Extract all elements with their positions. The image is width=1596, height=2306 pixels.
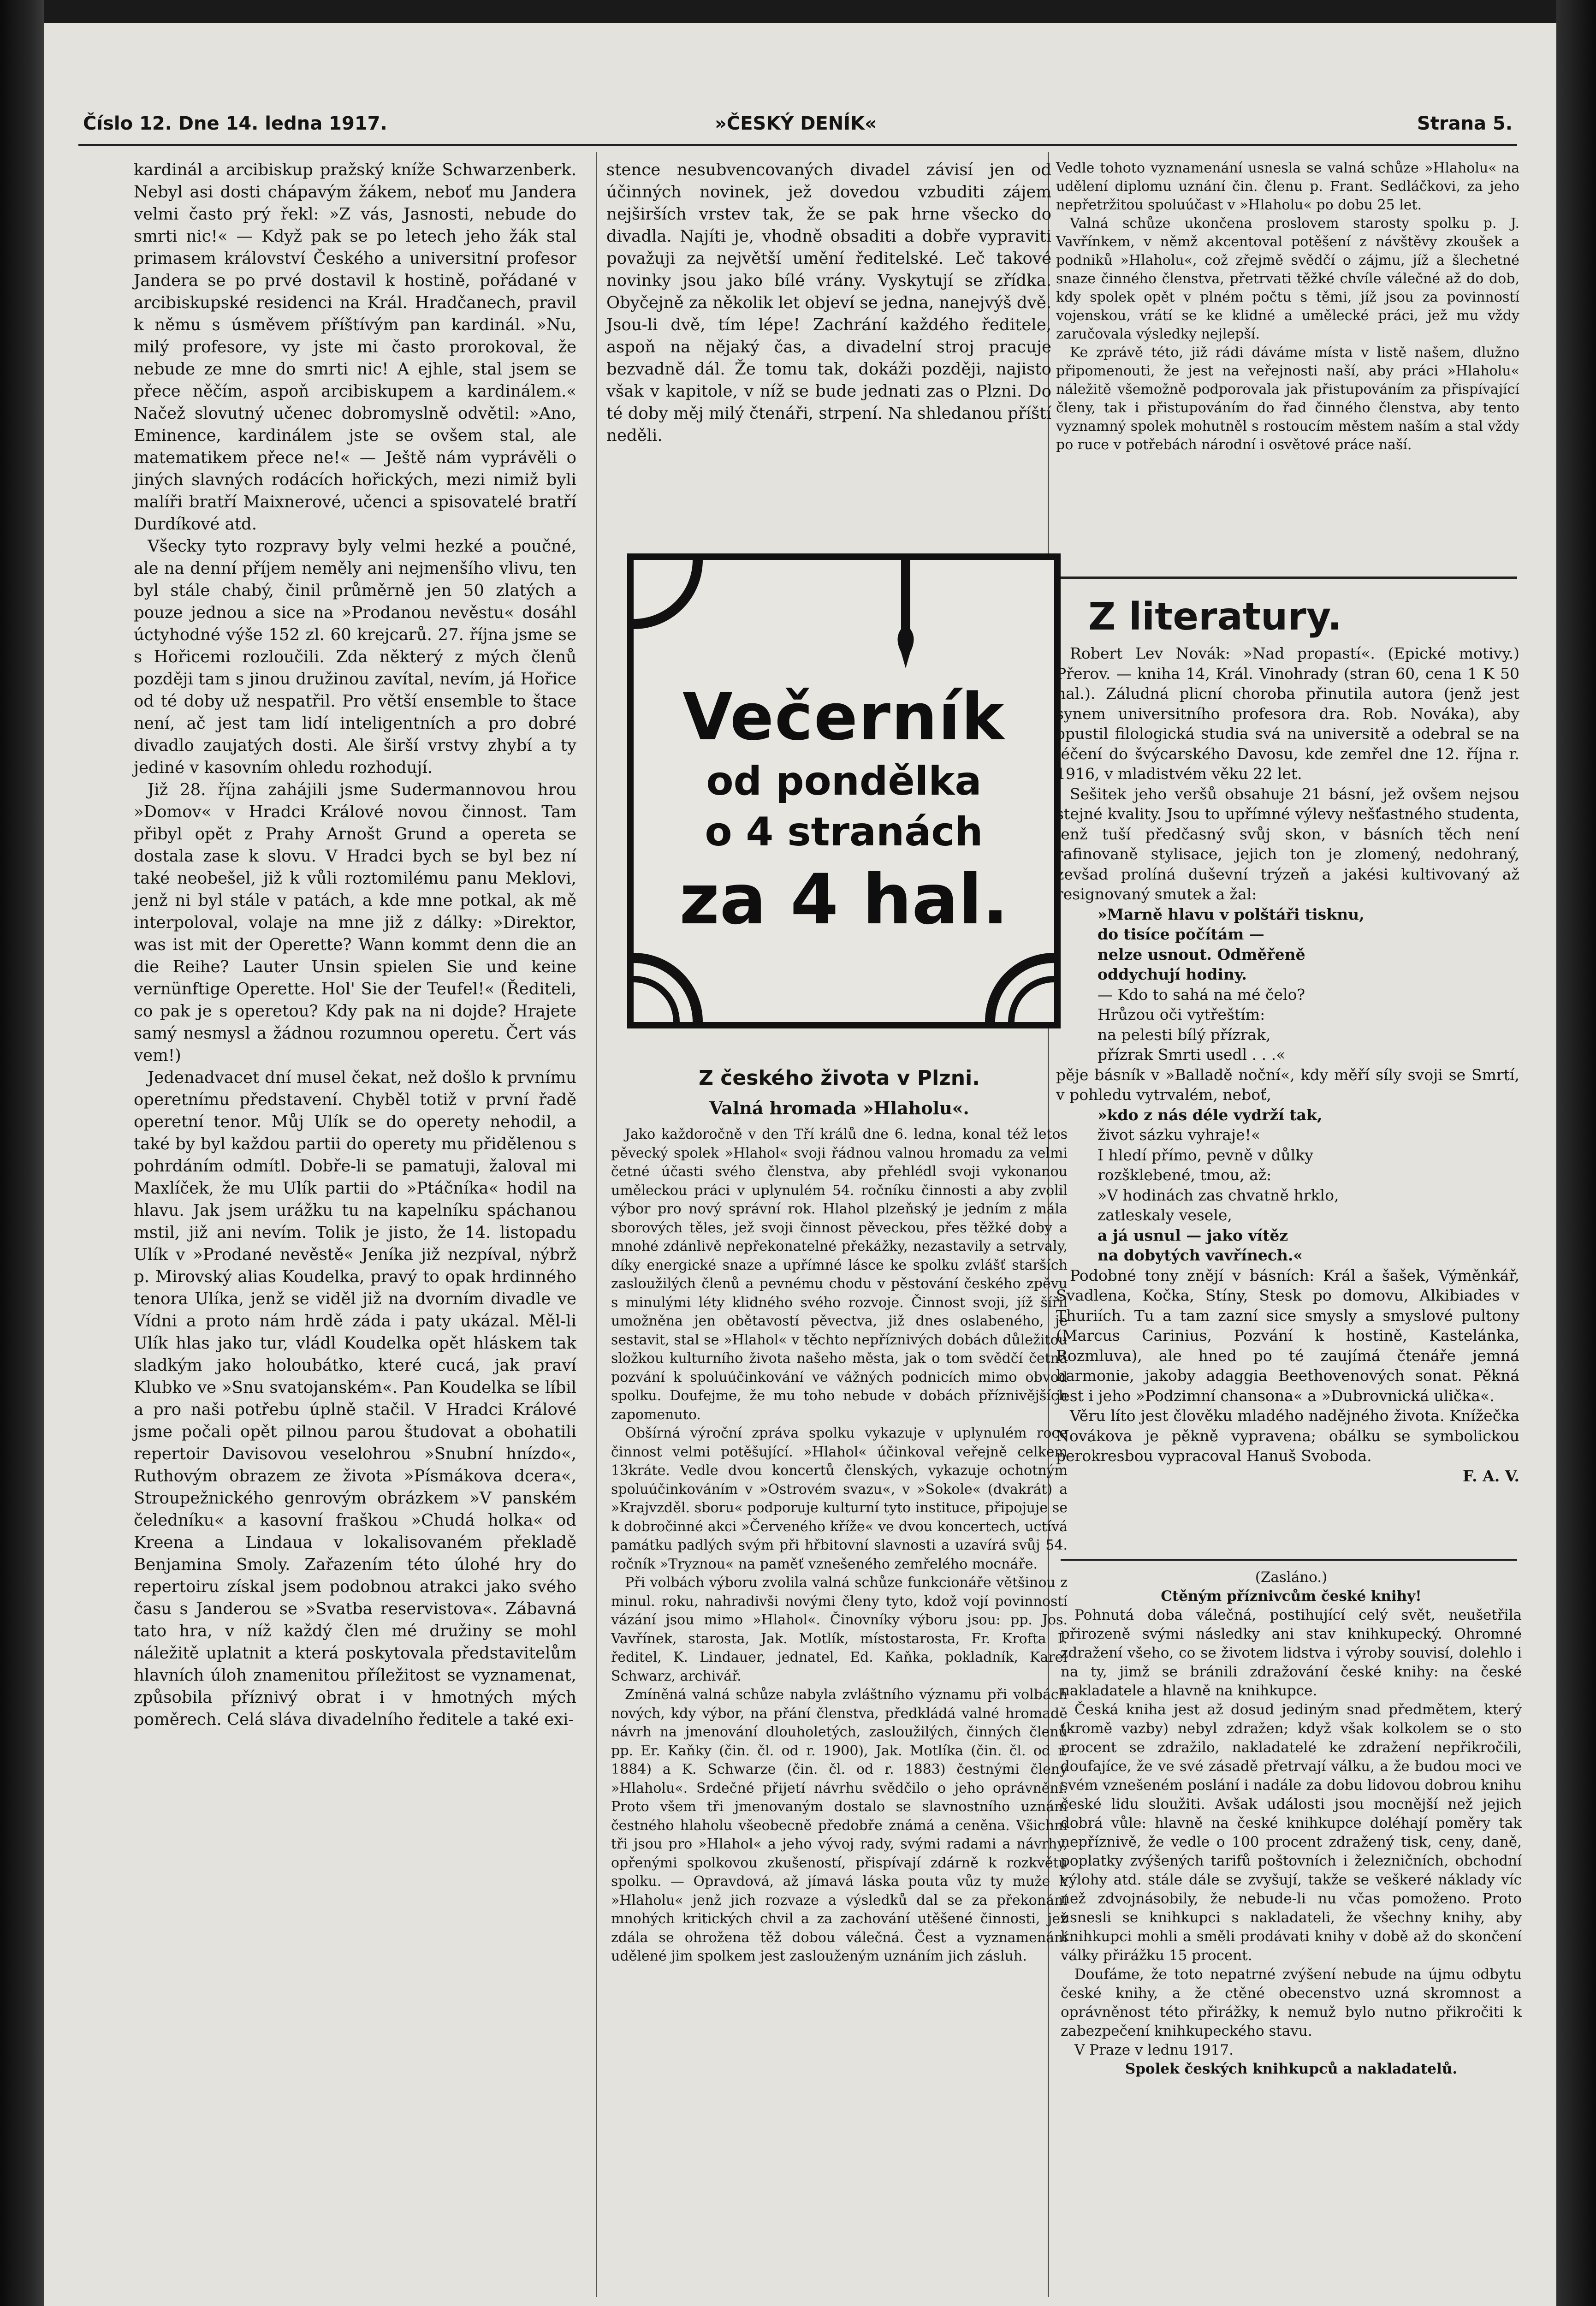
article-paragraph: Všecky tyto rozpravy byly velmi hezké a poučné, ale na denní příjem neměly ani nejmenšího vlivu, ten byl stále chabý, činil průměrně jen 50 zlatých a pouze jednou a sice na »Prodanou nevěstu« dosáhl úctyhodné výše 152 zl. 60 krejcarů. 27. října jsme se s Hořicemi rozloučili. Zda některý z mých členů později tam s jinou družinou zavítal, nevím, já Hořice od té doby už nespatřil. Pro větší ensemble to štace není, ač jest tam lidí inteligentních a pro dobré divadlo zaujatých dosti. Ale širší vrstvy zhybí a ty jediné v kasovním ohledu rozhodují. (134, 537, 576, 777)
poem-line: oddychují hodiny. (1098, 965, 1247, 983)
poem-quote (1098, 904, 1519, 1065)
zaslano-paragraph: Doufáme, že toto nepatrné zvýšení nebude na újmu odbytu české knihy, a že ctěné obecenstvo uzná skromnost a oprávněnost této přirážky, k nemuž bylo nutno přikročiti k zabezpečení knihkupeckého stavu. (1061, 1966, 1522, 2039)
ad-corner-ornament (634, 560, 703, 629)
literature-heading: Z literatury. (1088, 595, 1342, 639)
poem-line: »V hodinách zas chvatně hrklo, (1098, 1186, 1339, 1204)
poem-line: na pelesti bílý přízrak, (1098, 1025, 1271, 1044)
page-edge-left (0, 0, 44, 2306)
section-rule (1061, 576, 1517, 579)
section-heading: Z českého života v Plzni. (699, 1066, 980, 1090)
poem-line: a já usnul — jako vítěz (1098, 1226, 1288, 1244)
poem-line: »kdo z nás déle vydrží tak, (1098, 1105, 1323, 1124)
pilsen-article (611, 1125, 1068, 1966)
article-paragraph: stence nesubvencovaných divadel závisí jen od účinných novinek, jež dovedou vzbuditi zájem nejširších vrstev tak, že se pak hrne všecko do divadla. Najíti je, vhodně obsaditi a dobře vypraviti považuji za největší umění ředitelské. Leč takové novinky jsou jako bílé vrány. Vyskytují se zřídka. Obyčejně za několik let objeví se jedna, nanejvýš dvě. Jsou-li dvě, tím lépe! Zachrání každého ředitele, aspoň na nějaký čas, a divadelní stroj pracuje bezvadně dál. Že tomu tak, dokáži později, najisto však v kapitole, v níž se bude jednati zas o Plzni. Do té doby měj milý čtenáři, strpení. Na shledanou příští neděli. (606, 160, 1051, 445)
poem-line: — Kdo to sahá na mé čelo? (1098, 985, 1305, 1004)
ad-price: za 4 hal. (679, 860, 1009, 940)
zaslano-paragraph: Česká kniha jest až dosud jediným snad předmětem, který (kromě vazby) nebyl zdražen; když však kolkolem se o sto procent se zdražilo, nakladatelé ke zdražení nepřikročili, doufajíce, že ve své zásadě přetrvají válku, a že budou moci ve svém vznešeném poslání i nadále za dobu lidovou dobrou knihu české lidu sloužiti. Avšak události jsou mocnější než jejich dobrá vůle: hlavně na české knihkupce doléhají poměry tak nepříznivě, že vedle o 100 procent zdražený tisk, ceny, daně, poplatky zvýšených tarifů poštovních i železničních, obchodní výlohy atd. stále dále se zvyšují, takže se veškeré náklady víc než zdvojnásobily, že nebude-li nu včas pomoženo. Proto usnesli se knihkupci s nakladateli, že všechny knihy, aby knihkupci mohli a směli prodávati knihy v době až do skončení války přirážku 15 procent. (1061, 1701, 1522, 1964)
review-paragraph: Podobné tony znějí v básních: Král a šašek, Výměnkář, Svadlena, Kočka, Stíny, Stesk po domovu, Alkibiades v Thuriích. Tu a tam zazní sice smysly a smyslové pultony (Marcus Carinius, Pozvání k hostině, Kastelánka, Rozmluva), ale hned po té zaujímá čtenáře jemná harmonie, jakoby adaggia Beethovenových sonat. Pěkná jest i jeho »Podzimní chansona« a »Dubrovnická ulička«. (1056, 1266, 1519, 1405)
article-paragraph: Zmíněná valná schůze nabyla zvláštního významu při volbách nových, kdy výbor, na přání členstva, předkládá valné hromadě návrh na jmenování dlouholetých, zasloužilých, činných členů pp. Er. Kaňky (čin. čl. od r. 1900), Jak. Motlíka (čin. čl. od r. 1884) a K. Schwarze (čin. čl. od r. 1883) čestnými členy »Hlaholu«. Srdečné přijetí návrhu svědčilo o jeho oprávnění. Proto všem tři jmenovaným dostalo se slavnostního uznání čestného hlaholu všeobecně předobře známá a ceněna. Všichni tři jsou pro »Hlahol« a jeho vývoj rady, svými radami a návrhy, opřenými spolkovou zkušeností, přispívají zdárně k rozkvětu spolku. — Opravdová, až jímavá láska pouta vůz ty muže k »Hlaholu« jenž jich rozvaze a výsledků dal se za překonání mnohých kritických chvil a za zachování utěšené činnosti, jež zdála se ohrožena těž dobou válečná. Čest a vyznamenání udělené jim spolkem jest zaslouženým uznáním jich zásluh. (611, 1687, 1068, 1964)
review-paragraph: Věru líto jest člověku mladého nadějného života. Knížečka Novákova je pěkně vypravena; obálku se symbolickou perokresbou vypracoval Hanuš Svoboda. (1056, 1407, 1519, 1465)
article-paragraph: Již 28. října zahájili jsme Sudermannovou hrou »Domov« v Hradci Králové novou činnost. Tam přibyl opět z Prahy Arnošt Grund a opereta se dostala zase k slovu. V Hradci bych se byl bez ní také neobešel, již k vůli roztomilému panu Meklovi, jenž ni byl stále v patách, a kde mne potkal, ak mě interpoloval, volaje na mne již z dálky: »Direktor, was ist mit der Operette? Wann kommt denn die an die Reihe? Lauter Unsin spielen Sie und keine vernünftige Operette. Hol' Sie der Teufel!« (Řediteli, co pak je s operetou? Kdy pak na ni dojde? Hrajete samý nesmysl a žádnou rozumnou operetu. Čert vás vem!) (134, 780, 576, 1065)
vecernik-advertisement (627, 553, 1061, 1028)
poem-line: »Marně hlavu v polštáři tisknu, (1098, 905, 1365, 923)
poem-line: na dobytých vavřínech.« (1098, 1246, 1303, 1264)
article-paragraph: Při volbách výboru zvolila valná schůze funkcionáře většinou z minul. roku, nahradivši novými členy tyto, kdož vojí povinností vázání jsou mimo »Hlahol«. Činovníky výboru jsou: pp. Jos. Vavřínek, starosta, Jak. Motlík, místostarosta, Fr. Krofta I. ředitel, K. Lindauer, jednatel, Ed. Kaňka, pokladník, Karel Schwarz, archivář. (611, 1575, 1068, 1684)
literature-section (1056, 643, 1519, 1486)
masthead-title: »ČESKÝ DENÍK« (715, 113, 877, 134)
article-paragraph: Jedenadvacet dní musel čekat, než došlo k prvnímu operetnímu představení. Chyběl totiž v první řadě operetní tenor. Můj Ulík se do operety nehodil, a také by byl každou partii do operety mu přidělenou s pohrdáním odmítl. Dobře-li se pamatuji, žaloval mi Maxlíček, že mu Ulík partii do »Ptáčníka« hodil na hlavu. Jak jsem urážku tu na kapelníku spáchanou mstil, již ani nevím. Tolik je jisto, že 14. listopadu Ulík v »Prodané nevěstě« Jeníka již nezpíval, nýbrž p. Mirovský alias Koudelka, pravý to opak hrdinného tenora Ulíka, jenž se viděl již na dvorním divadle ve Vídni a proto nám hrdě záda i paty ukázal. Měl-li Ulík hlas jako tur, vládl Koudelka opět hláskem tak sladkým jako holoubátko, které cucá, jak praví Klubko ve »Snu svatojanském«. Pan Koudelka se líbil a pro naši potřebu úplně stačil. V Hradci Králové jsme počali opět pilnou parou študovat a obohatili repertoir Davisovou veselohrou »Snubní hnízdo«, Ruthovým obrazem ze života »Písmákova dcera«, Stroupežnického genrovým obrázkem »V panském čeledníku« a kasovní fraškou »Chudá holka« od Kreena a Lindaua v lokalisovaném překladě Benjamina Smoly. Zařazením této úlohé hry do repertoiru získal jsem podobnou atrakci jako svého času s Janderou se »Svatba reservistova«. Zábavná tato hra, v níž každý člen mé družiny se mohl náležitě uplatnit a která poskytovala představitelům hlavních úloh znamenitou příležitost se vyznamenat, způsobila příznivý obrat i v hmotných mých poměrech. Celá sláva divadelního ředitele a také exi- (134, 1068, 576, 1729)
review-intro: Robert Lev Novák: »Nad propastí«. (Epické motivy.) Přerov. — kniha 14, Král. Vinohrady (stran 60, cena 1 K 50 hal.). Záludná plicní choroba přinutila autora (jenž jest synem universitního profesora dra. Rob. Nováka), aby opustil filologická studia svá na universitě a odebral se na léčení do švýcarského Davosu, kde zemřel dne 12. října r. 1916, v mladistvém věku 22 let. (1056, 644, 1519, 783)
column-separator (596, 152, 597, 2297)
review-signature: F. A. V. (1463, 1467, 1519, 1485)
zaslano-section (1061, 1568, 1522, 2079)
poem-line: zatleskaly vesele, (1098, 1206, 1232, 1224)
page-edge-right (1556, 0, 1596, 2306)
ad-headline: Večerník (682, 680, 1005, 755)
poem-line: I hledí přímo, pevně v důlky (1098, 1146, 1313, 1164)
poem-line: Hrůzou oči vytřeštím: (1098, 1005, 1265, 1023)
poem-line: přízrak Smrti usedl . . .« (1098, 1046, 1286, 1064)
zaslano-paragraph: Pohnutá doba válečná, postihující celý svět, neušetřila přirozeně svými následky ani stav knihkupecký. Ohromné zdražení všeho, co se životem lidstva i výroby souvisí, dolehlo i na ty, jimž se bránili zdražování české knihy: na české nakladatele a hlavně na knihkupce. (1061, 1607, 1522, 1699)
page-number: Strana 5. (1417, 113, 1513, 134)
page-header (83, 113, 1513, 141)
article-paragraph: Jako každoročně v den Tří králů dne 6. ledna, konal též letos pěvecký spolek »Hlahol« svoji řádnou valnou hromadu za velmi četné účasti svého členstva, aby přehlédl svoji vykonanou uměleckou práci v uplynulém 54. ročníku činnosti a aby zvolil výbor pro nový správní rok. Hlahol plzeňský je jedním z mála sborových těles, jež svoji činnost pěveckou, přes těžké doby a mnohé zdánlivě nepřekonatelné překážky, nezastavily a setrvaly, díky energické snaze a upřímné lásce ke spolku zvlášť starších zasloužilých členů a pevnému chodu v pěstování českého zpěvu s minulými léty klidného svého rozvoje. Činnost svoji, jíž šířil umožněna jen obětavostí pěvectva, již dnes oslabeného, je sestavit, stal se »Hlahol« v těchto nepříznivých dobách důležitou složkou kulturního života našeho města, jak o tom svědčí četná pozvání k spoluúčinkování ve vážných podnicích mimo obvod spolku. Doufejme, že mu toho nebude v dobách příznivějších zapomenuto. (611, 1126, 1068, 1423)
poem-quote (1098, 1105, 1519, 1266)
column-3-top (1056, 159, 1519, 454)
ad-line: o 4 stranách (705, 809, 983, 855)
zaslano-date: V Praze v lednu 1917. (1074, 2042, 1234, 2058)
poem-line: do tisíce počítám — (1098, 925, 1264, 943)
issue-date: Číslo 12. Dne 14. ledna 1917. (83, 113, 387, 134)
column-1 (134, 159, 576, 1731)
section-subheading: Valná hromada »Hlaholu«. (709, 1098, 969, 1118)
section-rule (1061, 1559, 1517, 1561)
article-paragraph: Ke zprávě této, již rádi dáváme místa v listě našem, dlužno připomenouti, že jest na veřejnosti naší, aby práci »Hlaholu« náležitě všemožně podporovala jak přistupováním za přispívající členy, tak i přistupováním do řad činného členstva, aby tento vyznamný spolek mohutněl s rostoucím městem naším a stal vždy po ruce v potřebách národní i osvětové práce naší. (1056, 345, 1519, 453)
article-paragraph: Vedle tohoto vyznamenání usnesla se valná schůze »Hlaholu« na udělení diplomu uznání čin. členu p. Frant. Sedláčkovi, za jeho nepřetržitou spoluúčast v »Hlaholu« po dobu 25 let. (1056, 160, 1519, 213)
ad-line: od pondělka (706, 758, 982, 804)
article-paragraph: kardinál a arcibiskup pražský kníže Schwarzenberk. Nebyl asi dosti chápavým žákem, neboť mu Jandera velmi často prý řekl: »Z vás, Jasnosti, nebude do smrti nic!« — Když pak se po letech jeho žák stal primasem království Českého a universitní profesor Jandera se po prvé dostavil k hostině, pořádané v arcibiskupské residenci na Král. Hradčanech, pravil k němu s úsměvem příštívým pan kardinál. »Nu, milý profesore, vy jste mi často prorokoval, že nebude ze mne do smrti nic! A ejhle, stal jsem se přece něčím, aspoň arcibiskupem a kardinálem.« Načež slovutný učenec dobromyslně odvětil: »Ano, Eminence, kardinálem jste se ovšem stal, ale matematikem přece ne!« — Ještě nám vyprávěli o jiných slavných rodácích hořických, mezi nimiž byli malíři bratří Maixnerové, učenci a spisovatelé bratří Durdíkové atd. (134, 160, 576, 534)
poem-line: rozšklebené, tmou, až: (1098, 1166, 1272, 1184)
zaslano-label: (Zasláno.) (1255, 1569, 1328, 1586)
review-paragraph: pěje básník v »Balladě noční«, kdy měří síly svoji se Smrtí, v pohledu vytrvalém, neboť, (1056, 1065, 1519, 1104)
zaslano-signature: Spolek českých knihkupců a nakladatelů. (1125, 2061, 1458, 2077)
poem-line: život sázku vyhraje!« (1098, 1126, 1261, 1144)
review-paragraph: Sešitek jeho veršů obsahuje 21 básní, jež ovšem nejsou stejné kvality. Jsou to upřímné výlevy nešťastného studenta, jenž tuší předčasný svůj skon, v básních těch není rafinovaně stylisace, jejich ton je zlomený, nedohraný, zevšad prolíná duševní trýzeň a jakési kultivovaný až resignovaný smutek a žal: (1056, 785, 1519, 903)
article-paragraph: Valná schůze ukončena proslovem starosty spolku p. J. Vavřínkem, v němž akcentoval potěšení z návštěvy zkoušek a podniků »Hlaholu«, což zřejmě svědčí o zájmu, jíž a šlechetné snaze činného členstva, přetrvati těžké chvíle válečné až do dob, kdy spolek opět v plném počtu s těmi, jíž jsou za povinností vojenskou, vrátí se ke klidné a umělecké práci, jež mu vždy zaručovala výsledky nejlepší. (1056, 215, 1519, 342)
zaslano-title: Ctěným příznivcům české knihy! (1161, 1588, 1422, 1605)
pointing-hand-icon (892, 560, 920, 671)
column-2-continuation (606, 159, 1051, 447)
poem-line: nelze usnout. Odměřeně (1098, 945, 1305, 963)
header-rule (78, 144, 1517, 146)
article-paragraph: Obšírná výroční zpráva spolku vykazuje v uplynulém roce činnost velmi potěšující. »Hlahol« účinkoval veřejně celkem 13kráte. Vedle dvou koncertů členských, vykazuje ochotným spoluúčinkováním v »Ostrovém svazu«, v »Sokole« (dvakrát) a »Krajvzděl. sboru« podporuje kulturní tyto instituce, připojuje se k dobročinné akci »Červeného kříže« ve dvou koncertech, uctívá památku padlých svým při hřbitovní slavnosti a uzavírá svůj 54. ročník »Tryznou« na paměť vznešeného zemřelého mocnáře. (611, 1425, 1068, 1572)
